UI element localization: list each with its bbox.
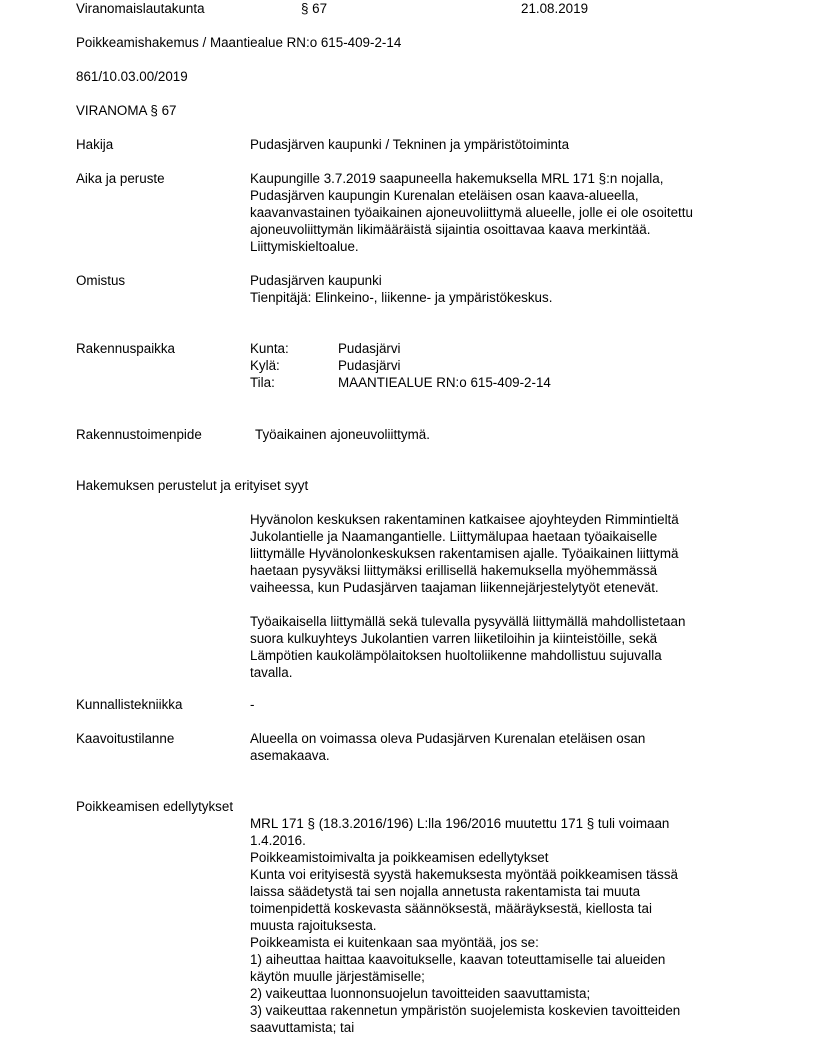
text-line: laissa säädetystä tai sen nojalla annetusta rakentamista tai muuta [250, 884, 641, 899]
text-line: Jukolantielle ja Naamangantielle. Liittymälupaa haetaan työaikaiselle [250, 529, 658, 544]
perustelut-paragraph-1 [250, 511, 679, 596]
field-value-toimenpide: Työaikainen ajoneuvoliittymä. [255, 427, 430, 442]
text-line: Alueella on voimassa oleva Pudasjärven Kurenalan eteläisen osan [250, 731, 646, 746]
text-line: toimenpidettä koskevasta säännöksestä, määräyksestä, kiellosta tai [250, 901, 652, 916]
field-label-omistus: Omistus [76, 273, 126, 288]
text-line: asemakaava. [250, 748, 330, 763]
location-key-tila: Tila: [250, 375, 275, 390]
text-line: kaavanvastainen työaikainen ajoneuvoliittymä alueelle, jolle ei ole osoitettu [250, 205, 693, 220]
text-line: saavuttamista; tai [250, 1020, 355, 1035]
field-label-rakennuspaikka: Rakennuspaikka [76, 341, 176, 356]
record-number: 861/10.03.00/2019 [76, 69, 188, 84]
text-line: Kunta voi erityisestä syystä hakemuksesta myöntää poikkeamisen tässä [250, 867, 678, 882]
text-line: Tienpitäjä: Elinkeino-, liikenne- ja ympäristökeskus. [250, 290, 553, 305]
field-label-perustelut: Hakemuksen perustelut ja erityiset syyt [76, 478, 309, 493]
text-line: Liittymiskieltoalue. [250, 239, 359, 254]
field-value-kunnallistekniikka: - [250, 697, 255, 712]
text-line: tavalla. [250, 665, 293, 680]
text-line: ajoneuvoliittymän likimääräistä sijaintia osoittavaa kaava merkintää. [250, 222, 651, 237]
field-label-kunnallistekniikka: Kunnallistekniikka [76, 697, 183, 712]
field-label-edellytykset: Poikkeamisen edellytykset [76, 799, 234, 814]
field-label-toimenpide: Rakennustoimenpide [76, 427, 202, 442]
text-line: Poikkeamistoimivalta ja poikkeamisen edellytykset [250, 850, 549, 865]
location-value-kyla: Pudasjärvi [338, 358, 401, 373]
field-value-kaavoitus [250, 730, 645, 764]
text-line: 1.4.2016. [250, 833, 306, 848]
text-line: käytön muulle järjestämiselle; [250, 969, 425, 984]
text-line: Pudasjärven kaupungin Kurenalan eteläisen osan kaava-alueella, [250, 188, 639, 203]
text-line: Työaikaisella liittymällä sekä tulevalla pysyvällä liittymällä mahdollistetaan [250, 614, 686, 629]
field-label-aika: Aika ja peruste [76, 171, 165, 186]
text-line: 3) vaikeuttaa rakennetun ympäristön suojelemista koskevien tavoitteiden [250, 1003, 681, 1018]
field-label-hakija: Hakija [76, 137, 114, 152]
document-subject: Poikkeamishakemus / Maantiealue RN:o 615-409-2-14 [76, 35, 402, 50]
text-line: suora kulkuyhteys Jukolantien varren liiketiloihin ja kiinteistöille, sekä [250, 631, 658, 646]
text-line: Lämpötien kaukolämpölaitoksen huoltoliikenne mahdollistuu sujuvalla [250, 648, 662, 663]
text-line: Pudasjärven kaupunki [250, 273, 382, 288]
board-name: Viranomaislautakunta [76, 1, 205, 16]
location-key-kunta: Kunta: [250, 341, 289, 356]
section-number: § 67 [301, 1, 328, 16]
text-line: MRL 171 § (18.3.2016/196) L:lla 196/2016 muutettu 171 § tuli voimaan [250, 816, 670, 831]
text-line: Poikkeamista ei kuitenkaan saa myöntää, jos se: [250, 935, 539, 950]
field-label-kaavoitus: Kaavoitustilanne [76, 731, 175, 746]
meeting-date: 21.08.2019 [521, 1, 589, 16]
location-value-tila: MAANTIEALUE RN:o 615-409-2-14 [338, 375, 551, 390]
text-line: Hyvänolon keskuksen rakentaminen katkaisee ajoyhteyden Rimmintieltä [250, 512, 679, 527]
text-line: haetaan pysyväksi liittymäksi erillisellä hakemuksella myöhemmässä [250, 563, 658, 578]
location-value-kunta: Pudasjärvi [338, 341, 401, 356]
text-line: liittymälle Hyvänolonkeskuksen rakentamisen ajalle. Työaikainen liittymä [250, 546, 679, 561]
field-value-aika [250, 170, 693, 255]
field-value-omistus [250, 272, 552, 306]
text-line: 1) aiheuttaa haittaa kaavoitukselle, kaavan toteuttamiselle tai alueiden [250, 952, 666, 967]
location-key-kyla: Kylä: [250, 358, 280, 373]
text-line: 2) vaikeuttaa luonnonsuojelun tavoitteiden saavuttamista; [250, 986, 591, 1001]
text-line: muusta rajoituksesta. [250, 918, 377, 933]
text-line: vaiheessa, kun Pudasjärven taajaman liikennejärjestelytyöt etenevät. [250, 580, 659, 595]
text-line: Kaupungille 3.7.2019 saapuneella hakemuksella MRL 171 §:n nojalla, [250, 171, 664, 186]
field-value-hakija: Pudasjärven kaupunki / Tekninen ja ympäristötoiminta [250, 137, 570, 152]
authority-section: VIRANOMA § 67 [76, 103, 177, 118]
field-value-edellytykset [250, 815, 680, 1036]
perustelut-paragraph-2 [250, 613, 685, 681]
